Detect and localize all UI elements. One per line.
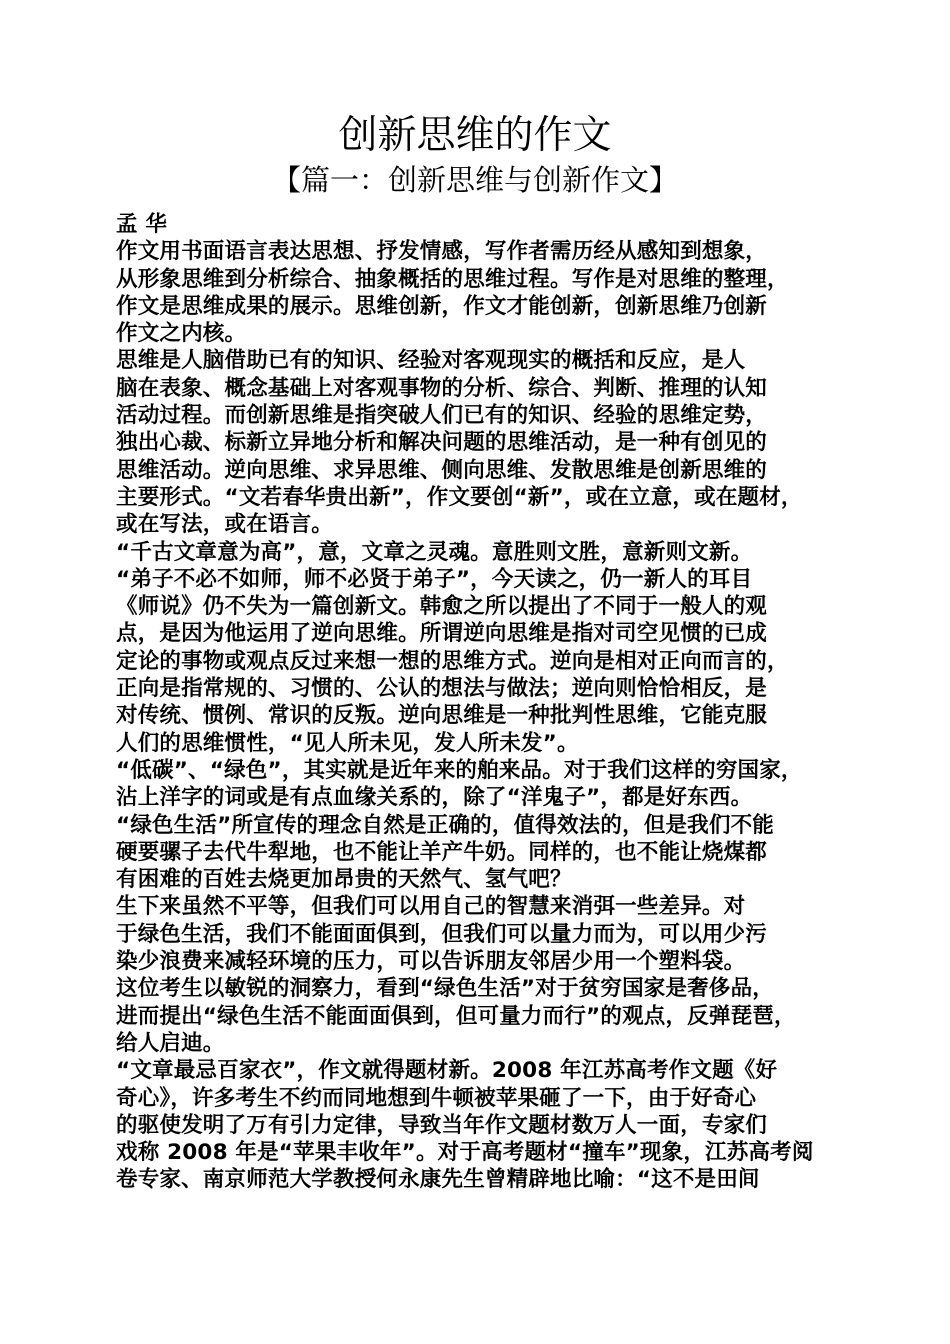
body-line: 卷专家、南京师范大学教授何永康先生曾精辟地比喻：“这不是田间 xyxy=(116,1167,760,1193)
body-line: 作文是思维成果的展示。思维创新，作文才能创新，创新思维乃创新 xyxy=(116,293,768,319)
body-line: 思维活动。逆向思维、求异思维、侧向思维、发散思维是创新思维的 xyxy=(116,457,768,483)
document-body xyxy=(116,211,836,1194)
body-line: 硬要骡子去代牛犁地，也不能让羊产牛奶。同样的，也不能让烧煤都 xyxy=(116,839,768,865)
body-line: 定论的事物或观点反过来想一想的思维方式。逆向是相对正向而言的， xyxy=(116,648,789,674)
body-line: 从形象思维到分析综合、抽象概括的思维过程。写作是对思维的整理， xyxy=(116,266,789,292)
body-line: 作文用书面语言表达思想、抒发情感，写作者需历经从感知到想象， xyxy=(116,239,768,265)
body-line: 沾上洋字的词或是有点血缘关系的，除了“洋鬼子”，都是好东西。 xyxy=(116,785,753,811)
body-line: 作文之内核。 xyxy=(116,321,247,347)
body-line: “弟子不必不如师，师不必贤于弟子”，今天读之，仍一新人的耳目 xyxy=(116,566,753,592)
body-line: 点，是因为他运用了逆向思维。所谓逆向思维是指对司空见惯的已成 xyxy=(116,621,768,647)
body-line: 染少浪费来减轻环境的压力，可以告诉朋友邻居少用一个塑料袋。 xyxy=(116,949,746,975)
document-subtitle: 【篇一：创新思维与创新作文】 xyxy=(271,163,678,197)
body-line: 人们的思维惯性，“见人所未见，发人所未发”。 xyxy=(116,730,579,756)
body-line: 活动过程。而创新思维是指突破人们已有的知识、经验的思维定势， xyxy=(116,403,768,429)
body-line: “千古文章意为高”，意，文章之灵魂。意胜则文胜，意新则文新。 xyxy=(116,539,753,565)
body-line: “绿色生活”所宣传的理念自然是正确的，值得效法的，但是我们不能 xyxy=(116,812,774,838)
document-title: 创新思维的作文 xyxy=(338,113,612,158)
body-line: 或在写法，或在语言。 xyxy=(116,512,334,538)
body-line: 独出心裁、标新立异地分析和解决问题的思维活动，是一种有创见的 xyxy=(116,430,768,456)
body-line: 思维是人脑借助已有的知识、经验对客观现实的概括和反应，是人 xyxy=(116,348,746,374)
body-line: 的驱使发明了万有引力定律，导致当年作文题材数万人一面，专家们 xyxy=(116,1112,768,1138)
author-line: 孟 华 xyxy=(116,212,168,237)
body-line: 脑在表象、概念基础上对客观事物的分析、综合、判断、推理的认知 xyxy=(116,375,768,401)
body-line: 对传统、惯例、常识的反叛。逆向思维是一种批判性思维，它能克服 xyxy=(116,703,768,729)
body-line: 给人启迪。 xyxy=(116,1030,225,1056)
body-line: 奇心》，许多考生不约而同地想到牛顿被苹果砸了一下，由于好奇心 xyxy=(116,1085,757,1111)
body-line: 这位考生以敏锐的洞察力，看到“绿色生活”对于贫穷国家是奢侈品， xyxy=(116,976,774,1002)
body-line: 主要形式。“文若春华贵出新”，作文要创“新”，或在立意，或在题材， xyxy=(116,484,803,510)
body-line: 戏称 2008 年是“苹果丰收年”。对于高考题材“撞车”现象，江苏高考阅 xyxy=(116,1140,814,1166)
body-line: 正向是指常规的、习惯的、公认的想法与做法；逆向则恰恰相反，是 xyxy=(116,676,768,702)
body-line: 生下来虽然不平等，但我们可以用自己的智慧来消弭一些差异。对 xyxy=(116,894,746,920)
body-line: “文章最忌百家衣”，作文就得题材新。2008 年江苏高考作文题《好 xyxy=(116,1058,778,1084)
body-line: 进而提出“绿色生活不能面面俱到，但可量力而行”的观点，反弹琵琶， xyxy=(116,1003,796,1029)
body-line: 有困难的百姓去烧更加昂贵的天然气、氢气吧？ xyxy=(116,867,572,893)
body-line: “低碳”、“绿色”，其实就是近年来的舶来品。对于我们这样的穷国家， xyxy=(116,757,803,783)
body-line: 《师说》仍不失为一篇创新文。韩愈之所以提出了不同于一般人的观 xyxy=(116,594,768,620)
body-line: 于绿色生活，我们不能面面俱到，但我们可以量力而为，可以用少污 xyxy=(116,921,768,947)
